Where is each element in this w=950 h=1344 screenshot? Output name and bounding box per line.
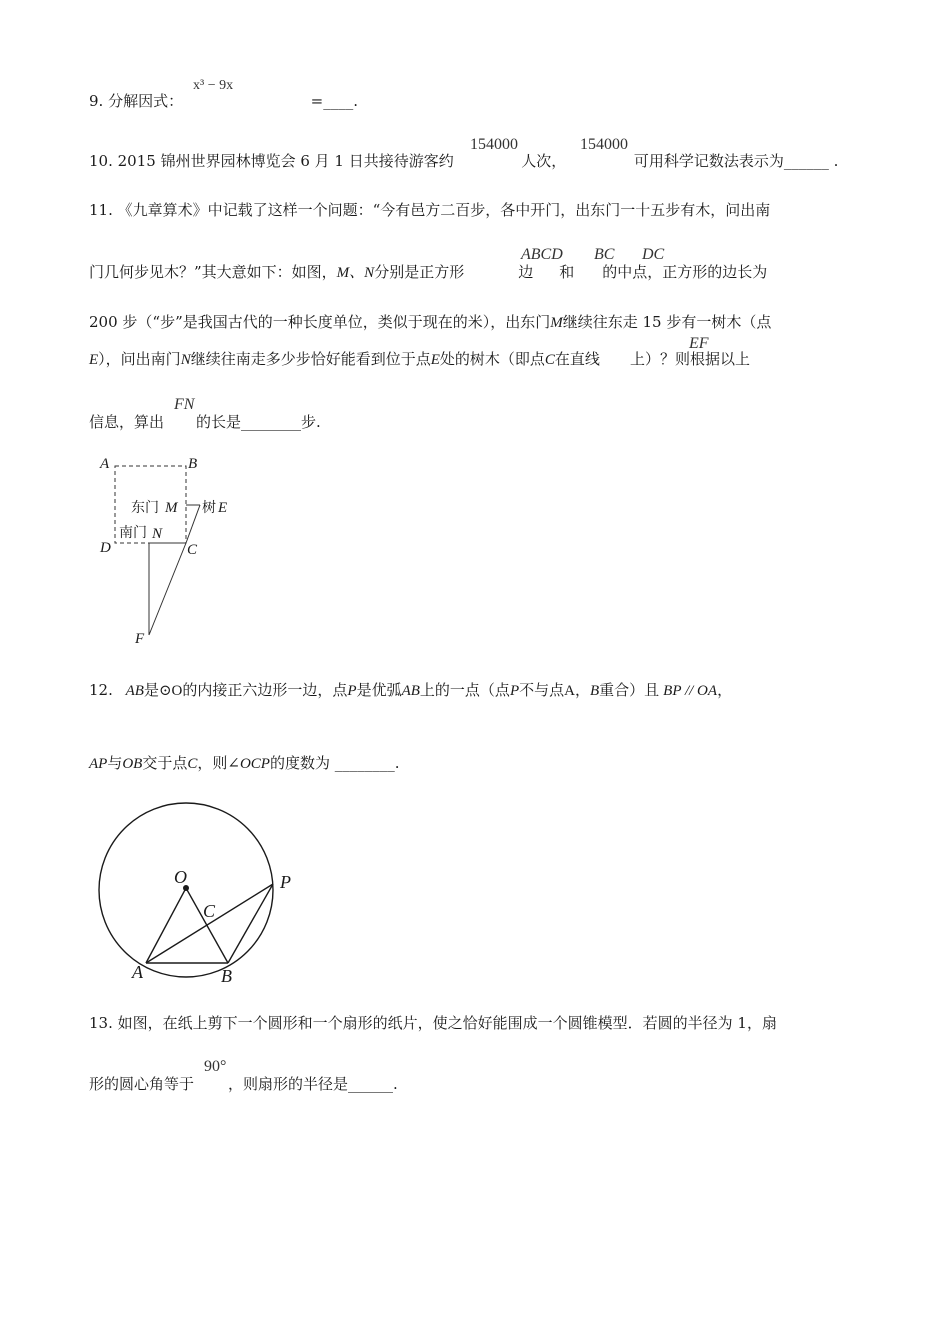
q11-line4-text-c: 处的树木（即点 (439, 350, 545, 368)
q11-line4-text-d: 在直线 (554, 350, 600, 368)
q11-line2-text-b: 分别是正方形 (374, 263, 465, 281)
q12-t6: ， (574, 681, 590, 699)
q11-line3-m: M (550, 315, 563, 331)
q12-t11: ，则 (197, 754, 228, 772)
q11-line4-e2: E (430, 352, 440, 368)
q11-bian: 边 (518, 263, 534, 281)
q11-abcd: ABCD (521, 246, 563, 263)
q10-prefix: 10. 2015 锦州世界园林博览会 6 月 1 日共接待游客约 (89, 152, 454, 170)
q12-t2: 的内接正六边形一边，点 (182, 681, 348, 699)
segment-cf (149, 543, 186, 635)
label-c: C (203, 901, 216, 921)
q11-line4-text-b: 继续往南走多少步恰好能看到位于点 (190, 350, 431, 368)
q11-mn: M、N (336, 265, 375, 281)
label-south-gate: 南门 (119, 526, 147, 541)
q12-t4: 上的一点（点 (419, 681, 510, 699)
q12-angle: ∠OCP (227, 756, 270, 772)
q11-line5-text-a: 信息，算出 (89, 413, 165, 431)
q11-line5-text-b: 的长是________步. (196, 413, 321, 431)
q12-ob: OB (122, 756, 143, 772)
q10-number-1: 154000 (470, 136, 518, 153)
label-a: A (100, 456, 110, 472)
q10-line (89, 150, 838, 171)
q11-line4-text-e: 上）？则根据以上 (629, 350, 750, 368)
q9-suffix: =____. (310, 92, 358, 110)
label-c: C (187, 542, 198, 558)
q11-line4-n: N (180, 352, 191, 368)
q12-c: C (187, 756, 198, 772)
label-east-gate: 东门 (131, 501, 159, 516)
figure-12 (90, 800, 310, 990)
q11-line4-e: E (89, 352, 99, 368)
q11-fn: FN (174, 396, 195, 413)
q12-t12: 的度数为 ________. (269, 754, 400, 772)
q13-degree: 90° (204, 1058, 227, 1075)
q9-prefix: 9. 分解因式： (89, 92, 184, 110)
q12-ab: AB (125, 683, 144, 699)
q12-parallel: BP // OA (663, 683, 718, 699)
q13-line-2 (89, 1073, 398, 1094)
label-b: B (221, 966, 232, 986)
label-d: D (100, 540, 111, 556)
label-tree: 树 (202, 501, 216, 516)
q11-line2-text-c: 的中点，正方形的边长为 (602, 263, 768, 281)
q11-line3-text-b: 继续往东走 15 步有一树木（点 (562, 313, 772, 331)
q11-line-1: 11. 《九章算术》中记载了这样一个问题：“今有邑方二百步，各中开门，出东门一十五步有木，问出南 (89, 201, 771, 219)
q12-p2: P (509, 683, 520, 699)
q12-line-2 (89, 752, 400, 773)
q12-circle-o: ⊙O (158, 683, 183, 699)
label-p: P (280, 872, 291, 892)
q10-mid: 人次， (521, 152, 567, 170)
figure-11 (90, 450, 250, 650)
q12-number: 12. (89, 681, 113, 699)
label-b: B (188, 456, 198, 472)
q13-line2-text-a: 形的圆心角等于 (89, 1075, 195, 1093)
label-a: A (132, 962, 143, 982)
q12-t9: 与 (107, 754, 123, 772)
label-n: N (152, 526, 163, 542)
q12-a: A (564, 683, 575, 699)
q11-line-3 (89, 311, 771, 332)
segment-ec (186, 505, 200, 543)
segment-oa (146, 888, 186, 963)
segment-ap (146, 884, 273, 963)
q11-line-4 (89, 348, 750, 369)
q11-line-2 (89, 261, 767, 282)
q12-t3: 是优弧 (356, 681, 402, 699)
label-f: F (135, 631, 145, 647)
q9-expression: x³ − 9x (193, 78, 234, 93)
q12-b: B (589, 683, 600, 699)
q10-suffix: 可用科学记数法表示为______ . (633, 152, 839, 170)
q11-line3-text: 200 步（“步”是我国古代的一种长度单位，类似于现在的米），出东门 (89, 313, 551, 331)
q12-t1: 是 (143, 681, 159, 699)
q10-number-2: 154000 (580, 136, 628, 153)
q11-line4-text-a: ），问出南门 (98, 350, 181, 368)
q12-line-1 (89, 679, 732, 700)
q11-line4-c: C (544, 352, 555, 368)
q13-line2-text-b: ，则扇形的半径是______. (228, 1075, 398, 1093)
q12-p: P (347, 683, 357, 699)
q13-line-1: 13. 如图，在纸上剪下一个圆形和一个扇形的纸片，使之恰好能围成一个圆锥模型．若圆的半径为 1，扇 (89, 1014, 777, 1032)
q12-t10: 交于点 (142, 754, 188, 772)
label-o: O (174, 867, 187, 887)
q12-ap: AP (89, 756, 108, 772)
q11-line-5 (89, 411, 321, 432)
q12-t5: 不与点 (519, 681, 565, 699)
q11-bc: BC (594, 246, 615, 263)
q11-ef: EF (689, 335, 709, 352)
q12-t8: ， (717, 681, 733, 699)
q12-ab2: AB (401, 683, 420, 699)
q12-t7: 重合）且 (599, 681, 660, 699)
q11-dc: DC (642, 246, 665, 263)
q11-line2-text-a: 门几何步见木？”其大意如下：如图， (89, 263, 337, 281)
label-m: M (165, 500, 178, 516)
q11-he: 和 (559, 263, 575, 281)
label-e: E (218, 500, 228, 516)
